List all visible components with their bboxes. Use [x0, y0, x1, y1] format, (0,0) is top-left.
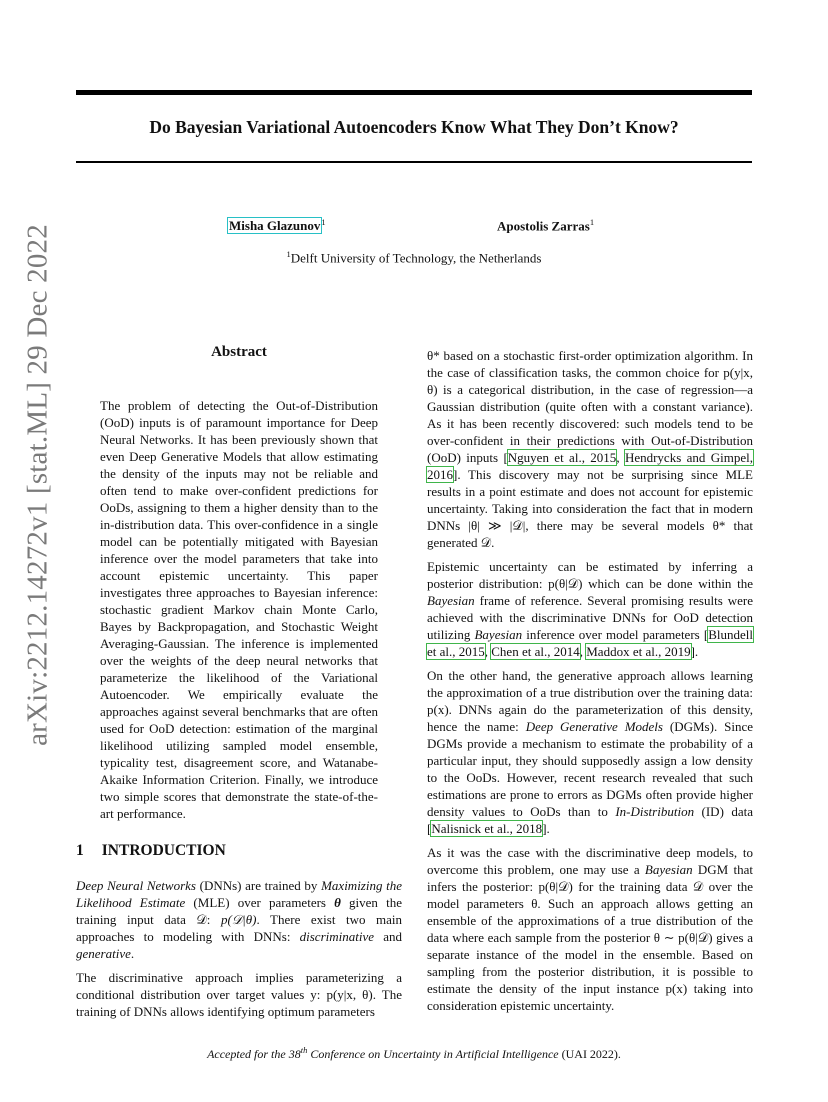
text-run: (DNNs) are trained by: [195, 878, 322, 893]
text-run: .: [130, 946, 135, 961]
arxiv-identifier-text: arXiv:2212.14272v1 [stat.ML] 29 Dec 2022: [21, 224, 54, 746]
abstract-heading: Abstract: [211, 344, 267, 360]
affiliation: [76, 249, 752, 266]
term-generative: generative: [76, 946, 131, 961]
text-run: Epistemic uncertainty can be estimated by inferring a posterior distribution: p(θ|𝒟) which can be done within the: [427, 559, 753, 591]
text-run: ,: [579, 644, 587, 659]
abstract-text: The problem of detecting the Out-of-Distribution (OoD) inputs is of paramount importance for Deep Neural Networks. It has been previously shown that even Deep Generative Models that allow estimating the density of the inputs may not be reliable and often tend to make over-confident predictions for OoDs, assigning to them a higher density than to the in-distribution data. This over-confidence in a single model can be potentially mitigated with Bayesian inference over the model parameters that take into account epistemic uncertainty. This paper investigates three approaches to Bayesian inference: stochastic gradient Markov chain Monte Carlo, Bayes by Backpropagation, and Stochastic Weight Averaging-Gaussian. The inference is implemented over the weights of the deep neural networks that parameterize the likelihood of the Variational Autoencoder. We empirically evaluate the approaches against several benchmarks that are often used for OoD detection: estimation of the marginal likelihood utilizing sampled model ensemble, typicality test, disagreement score, and Watanabe-Akaike Information Criterion. Finally, we introduce two simple scores that demonstrate the state-of-the-art performance.: [100, 398, 378, 821]
term-mle: Maximizing the Likelihood Estimate: [76, 878, 403, 910]
text-run: As it was the case with the discriminative deep models, to overcome this problem, one may use a: [427, 845, 753, 877]
term-dgm: Deep Generative Models: [525, 719, 663, 734]
author-1-affiliation-mark: 1: [321, 217, 326, 227]
text-run: ,: [616, 450, 625, 465]
citation-link[interactable]: Maddox et al., 2019: [586, 644, 691, 659]
intro-paragraph-2: The discriminative approach implies parameterizing a conditional distribution over target values y: p(y|x, θ). The training of DNNs allows identifying optimum parameters: [76, 970, 402, 1019]
affiliation-text: Delft University of Technology, the Netherlands: [290, 250, 542, 266]
text-run: inference over model parameters [: [522, 627, 709, 642]
text-run: ,: [484, 644, 492, 659]
text-run: given the training input data 𝒟:: [76, 895, 402, 927]
author-1-name-link[interactable]: Misha Glazunov: [229, 218, 321, 234]
text-run: On the other hand, the generative approach allows learning the approximation of a true distribution over the training data: p(x). DNNs again do the parameterization of this density, hence the name:: [427, 668, 753, 734]
footer-venue: (UAI 2022).: [558, 1047, 621, 1061]
term-bayesian: Bayesian: [427, 593, 475, 608]
title-bottom-rule: [76, 161, 752, 163]
text-run: . There exist two main approaches to modeling with DNNs:: [76, 912, 403, 944]
term-in-distribution: In-Distribution: [615, 804, 695, 819]
section-number: 1: [76, 842, 84, 859]
author-1: [228, 217, 326, 234]
term-bayesian: Bayesian: [474, 627, 523, 642]
text-run: (ID) data [: [427, 804, 753, 836]
text-run: θ* based on a stochastic first-order optimization algorithm. In the case of classification tasks, the common choice for p(y|x, θ) is a categorical distribution, in the case of regression—a Gaussian distribution (quite often with a constant variance). As it has been recently discovered: such models tend to be over-confident in their predictions with Out-of-Distribution (OoD) inputs [: [427, 348, 753, 465]
citation-link[interactable]: Chen et al., 2014: [491, 644, 580, 659]
text-run: (DGMs). Since DGMs provide a mechanism to estimate the probability of a particular input, they should supposedly assign a low density to the OoDs. However, recent research revealed that such estimations are prone to errors as DGMs often provide higher density values to OoDs than to: [427, 719, 753, 819]
paper-title: Do Bayesian Variational Autoencoders Know What They Don’t Know?: [149, 117, 679, 137]
text-run: ]. This discovery may not be surprising since MLE results in a point estimate and does not account for epistemic uncertainty. Taking into consideration the fact that in modern DNNs |θ| ≫ |𝒟|, there may be several models θ* that generated 𝒟.: [427, 467, 753, 550]
text-run: DGM that infers the posterior: p(θ|𝒟) for the training data 𝒟 over the model parameters θ. Such an approach allows getting an ensemble of the approximations of a true distribution of the data where each sample from the posterior θ ∼ p(θ|𝒟) gives a separate instance of the model in the ensemble. Based on sampling from the posterior distribution, it is possible to estimate the density of the input instance p(x) taking into consideration epistemic uncertainty.: [427, 862, 753, 1013]
right-paragraph-2: [427, 558, 753, 660]
right-paragraph-4: [427, 844, 753, 1014]
left-column-body: [76, 877, 402, 1027]
text-run: and: [374, 929, 402, 944]
arxiv-identifier-margin: [2, 224, 74, 746]
citation-link[interactable]: Hendrycks and Gimpel, 2016: [427, 450, 754, 482]
author-2-name: Apostolis Zarras: [497, 218, 590, 234]
math-likelihood: p(𝒟|θ): [220, 912, 257, 927]
author-2-affiliation-mark: 1: [589, 217, 595, 227]
intro-paragraph-1: [76, 877, 402, 962]
section-heading-introduction: [76, 842, 226, 860]
term-dnn: Deep Neural Networks: [76, 878, 196, 893]
right-column-body: [427, 347, 753, 1021]
citation-link[interactable]: Nalisnick et al., 2018: [431, 821, 543, 836]
footer-conference-name: Conference on Uncertainty in Artificial Intelligence: [307, 1047, 559, 1061]
conference-footer: [76, 1045, 752, 1062]
text-run: (MLE) over parameters: [185, 895, 335, 910]
text-run: ].: [690, 644, 699, 659]
footer-text: Accepted for the 38: [207, 1047, 301, 1061]
term-discriminative: discriminative: [299, 929, 375, 944]
term-bayesian: Bayesian: [644, 862, 693, 877]
footer-ordinal: th: [300, 1045, 308, 1055]
text-run: frame of reference. Several promising results were achieved with the discriminative DNNs for OoD detection utilizing: [427, 593, 753, 642]
affiliation-mark: 1: [286, 249, 291, 259]
abstract-body: [100, 397, 378, 829]
section-title: INTRODUCTION: [101, 842, 226, 859]
text-run: ].: [542, 821, 550, 836]
title-top-rule: [76, 90, 752, 95]
right-paragraph-3: [427, 667, 753, 837]
citation-link[interactable]: Blundell et al., 2015: [427, 627, 753, 659]
right-paragraph-1: [427, 347, 753, 551]
citation-link[interactable]: Nguyen et al., 2015: [507, 450, 617, 465]
author-2: [497, 217, 594, 234]
symbol-theta: θ: [334, 895, 341, 910]
